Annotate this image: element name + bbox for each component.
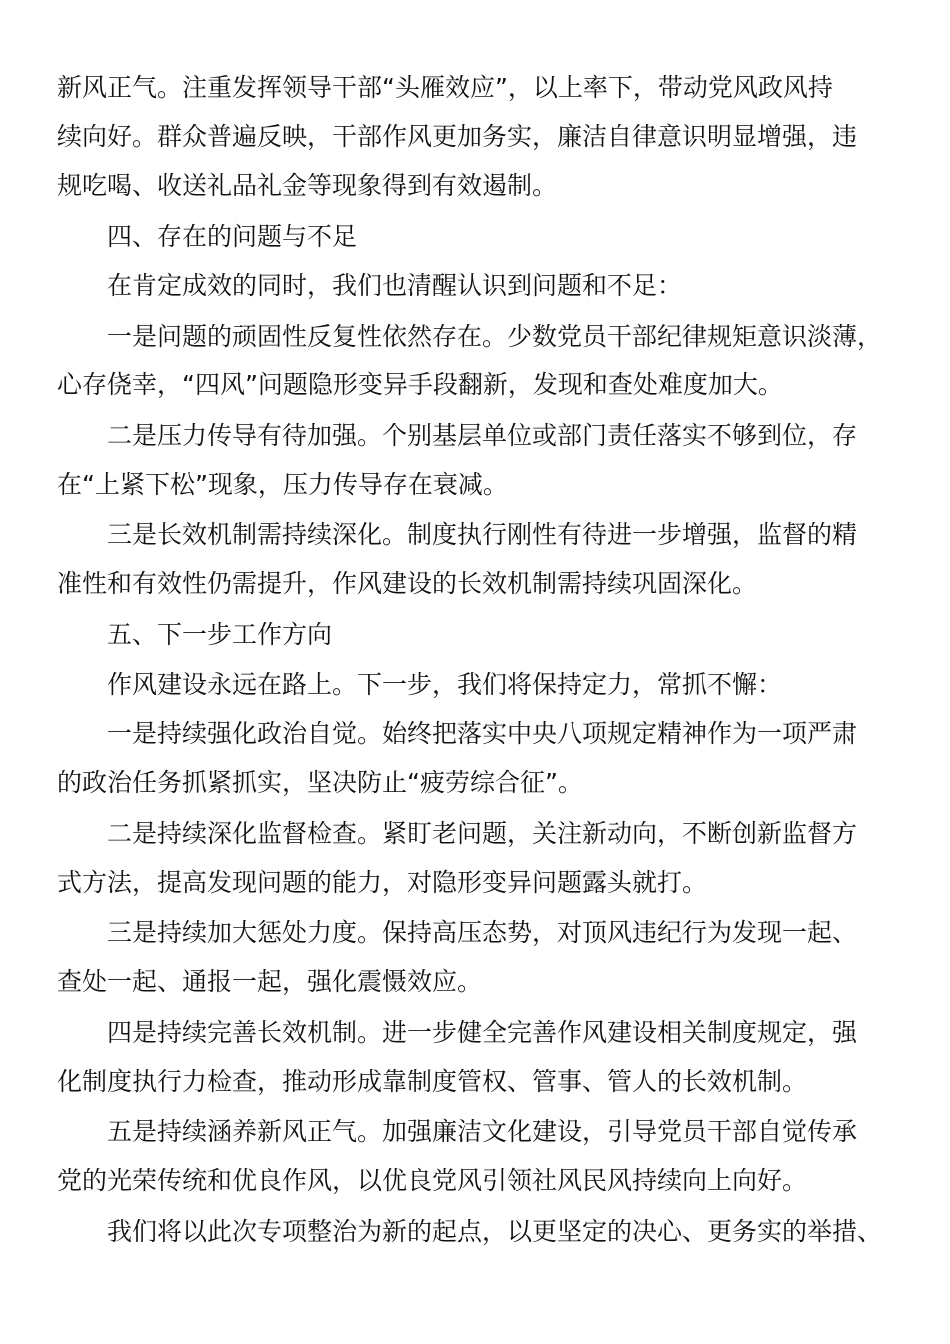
text-line: 作风建设永远在路上。下一步，我们将保持定力，常抓不懈： xyxy=(107,670,783,699)
text-line: 续向好。群众普遍反映，干部作风更加务实，廉洁自律意识明显增强，违 xyxy=(57,122,858,151)
text-line: 三是持续加大惩处力度。保持高压态势，对顶风违纪行为发现一起、 xyxy=(107,918,858,947)
text-line: 三是长效机制需持续深化。制度执行刚性有待进一步增强，监督的精 xyxy=(107,520,858,549)
text-line: 在肯定成效的同时，我们也清醒认识到问题和不足： xyxy=(107,271,683,300)
text-line: 一是问题的顽固性反复性依然存在。少数党员干部纪律规矩意识淡薄， xyxy=(107,322,883,351)
text-line: 四是持续完善长效机制。进一步健全完善作风建设相关制度规定，强 xyxy=(107,1018,858,1047)
text-line: 五是持续涵养新风正气。加强廉洁文化建设，引导党员干部自觉传承 xyxy=(107,1117,858,1146)
text-line: 的政治任务抓紧抓实，坚决防止“疲劳综合征”。 xyxy=(57,768,583,797)
text-line: 规吃喝、收送礼品礼金等现象得到有效遏制。 xyxy=(57,171,558,200)
text-line: 党的光荣传统和优良作风，以优良党风引领社风民风持续向上向好。 xyxy=(57,1166,808,1195)
text-line: 化制度执行力检查，推动形成靠制度管权、管事、管人的长效机制。 xyxy=(57,1067,808,1096)
text-line: 我们将以此次专项整治为新的起点，以更坚定的决心、更务实的举措、 xyxy=(107,1217,883,1246)
section-heading: 五、下一步工作方向 xyxy=(107,620,333,649)
text-line: 新风正气。注重发挥领导干部“头雁效应”，以上率下，带动党风政风持 xyxy=(57,73,833,102)
text-line: 查处一起、通报一起，强化震慑效应。 xyxy=(57,967,483,996)
text-line: 二是持续深化监督检查。紧盯老问题，关注新动向，不断创新监督方 xyxy=(107,819,858,848)
text-line: 二是压力传导有待加强。个别基层单位或部门责任落实不够到位，存 xyxy=(107,421,858,450)
text-line: 在“上紧下松”现象，压力传导存在衰减。 xyxy=(57,470,508,499)
text-line: 心存侥幸，“四风”问题隐形变异手段翻新，发现和查处难度加大。 xyxy=(57,370,783,399)
section-heading: 四、存在的问题与不足 xyxy=(107,222,358,251)
text-line: 式方法，提高发现问题的能力，对隐形变异问题露头就打。 xyxy=(57,868,708,897)
text-line: 准性和有效性仍需提升，作风建设的长效机制需持续巩固深化。 xyxy=(57,569,758,598)
text-line: 一是持续强化政治自觉。始终把落实中央八项规定精神作为一项严肃 xyxy=(107,719,858,748)
